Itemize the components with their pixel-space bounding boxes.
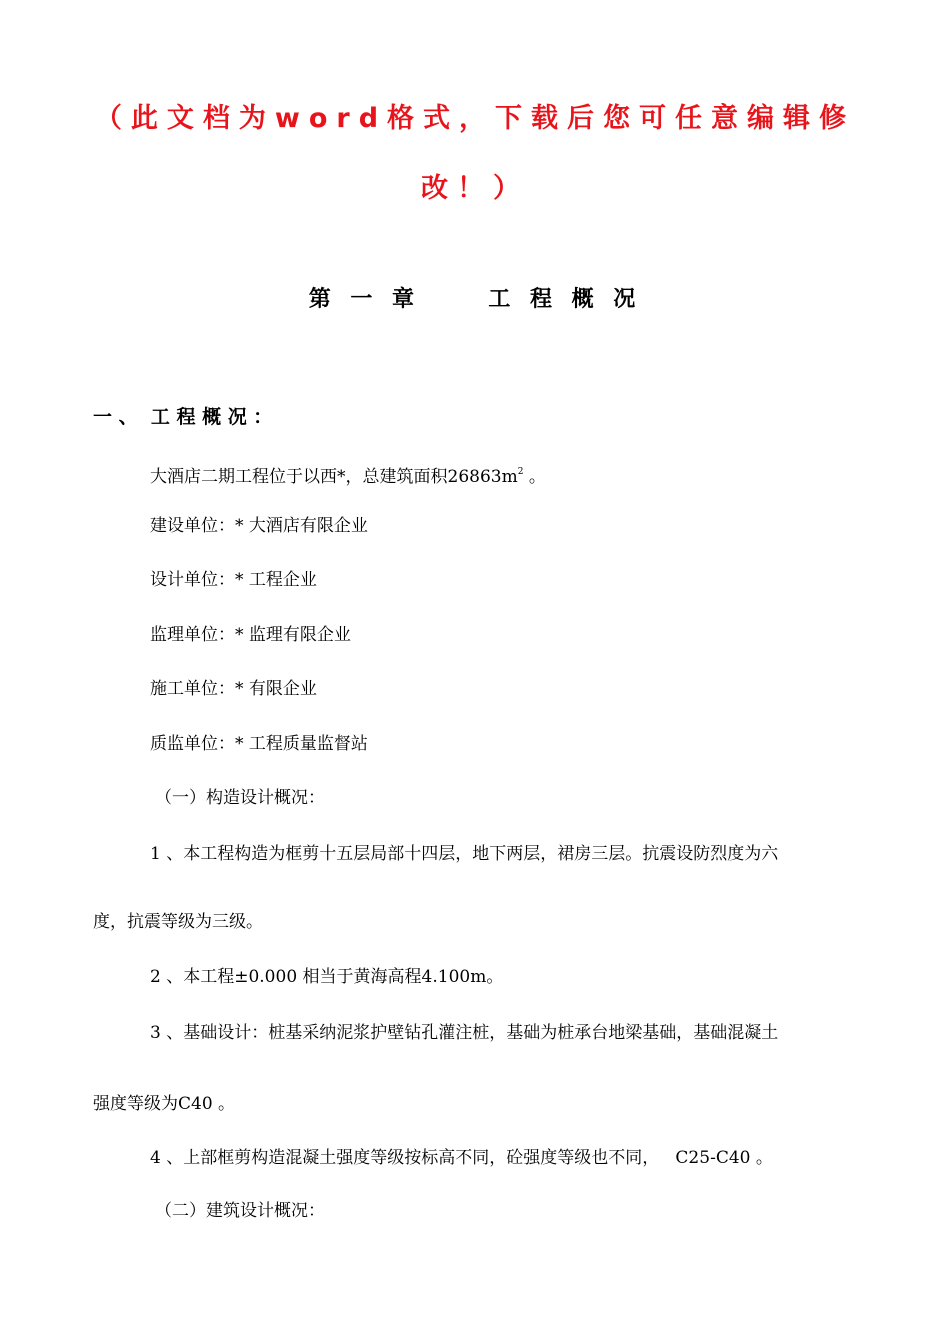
area-unit-superscript: 2 bbox=[517, 467, 524, 477]
edit-notice-line-2: 改！） bbox=[421, 173, 529, 204]
structure-item-4: 4 、上部框剪构造混凝土强度等级按标高不同，砼强度等级也不同， C25-C40 。 bbox=[150, 1148, 773, 1168]
edit-notice-line-1: （此文档为word格式，下载后您可任意编辑修 bbox=[94, 103, 856, 134]
construction-unit: 施工单位：* 有限企业 bbox=[150, 679, 317, 699]
structure-item-3-line-2: 强度等级为C40 。 bbox=[93, 1094, 236, 1114]
structure-item-3-line-1: 3 、基础设计：桩基采纳泥浆护壁钻孔灌注桩，基础为桩承台地梁基础，基础混凝土 bbox=[150, 1023, 779, 1043]
structure-item-1-line-2: 度，抗震等级为三级。 bbox=[93, 912, 263, 932]
intro-text: 大酒店二期工程位于以西*，总建筑面积26863m bbox=[150, 467, 518, 487]
section-title: 一 、 工 程 概 况 ： bbox=[93, 406, 273, 428]
architecture-heading: （二）建筑设计概况： bbox=[155, 1201, 325, 1221]
supervision-unit: 监理单位：* 监理有限企业 bbox=[150, 625, 351, 645]
chapter-title: 第 一 章 工 程 概 况 bbox=[308, 287, 642, 312]
structure-item-2: 2 、本工程±0.000 相当于黄海高程4.100m。 bbox=[150, 967, 504, 987]
structure-heading: （一）构造设计概况： bbox=[155, 788, 325, 808]
owner-unit: 建设单位：* 大酒店有限企业 bbox=[150, 516, 368, 536]
design-unit: 设计单位：* 工程企业 bbox=[150, 570, 317, 590]
structure-item-1-line-1: 1 、本工程构造为框剪十五层局部十四层，地下两层，裙房三层。抗震设防烈度为六 bbox=[150, 844, 779, 864]
quality-unit: 质监单位：* 工程质量监督站 bbox=[150, 734, 368, 754]
intro-end: 。 bbox=[523, 467, 546, 487]
intro-paragraph bbox=[150, 461, 546, 488]
